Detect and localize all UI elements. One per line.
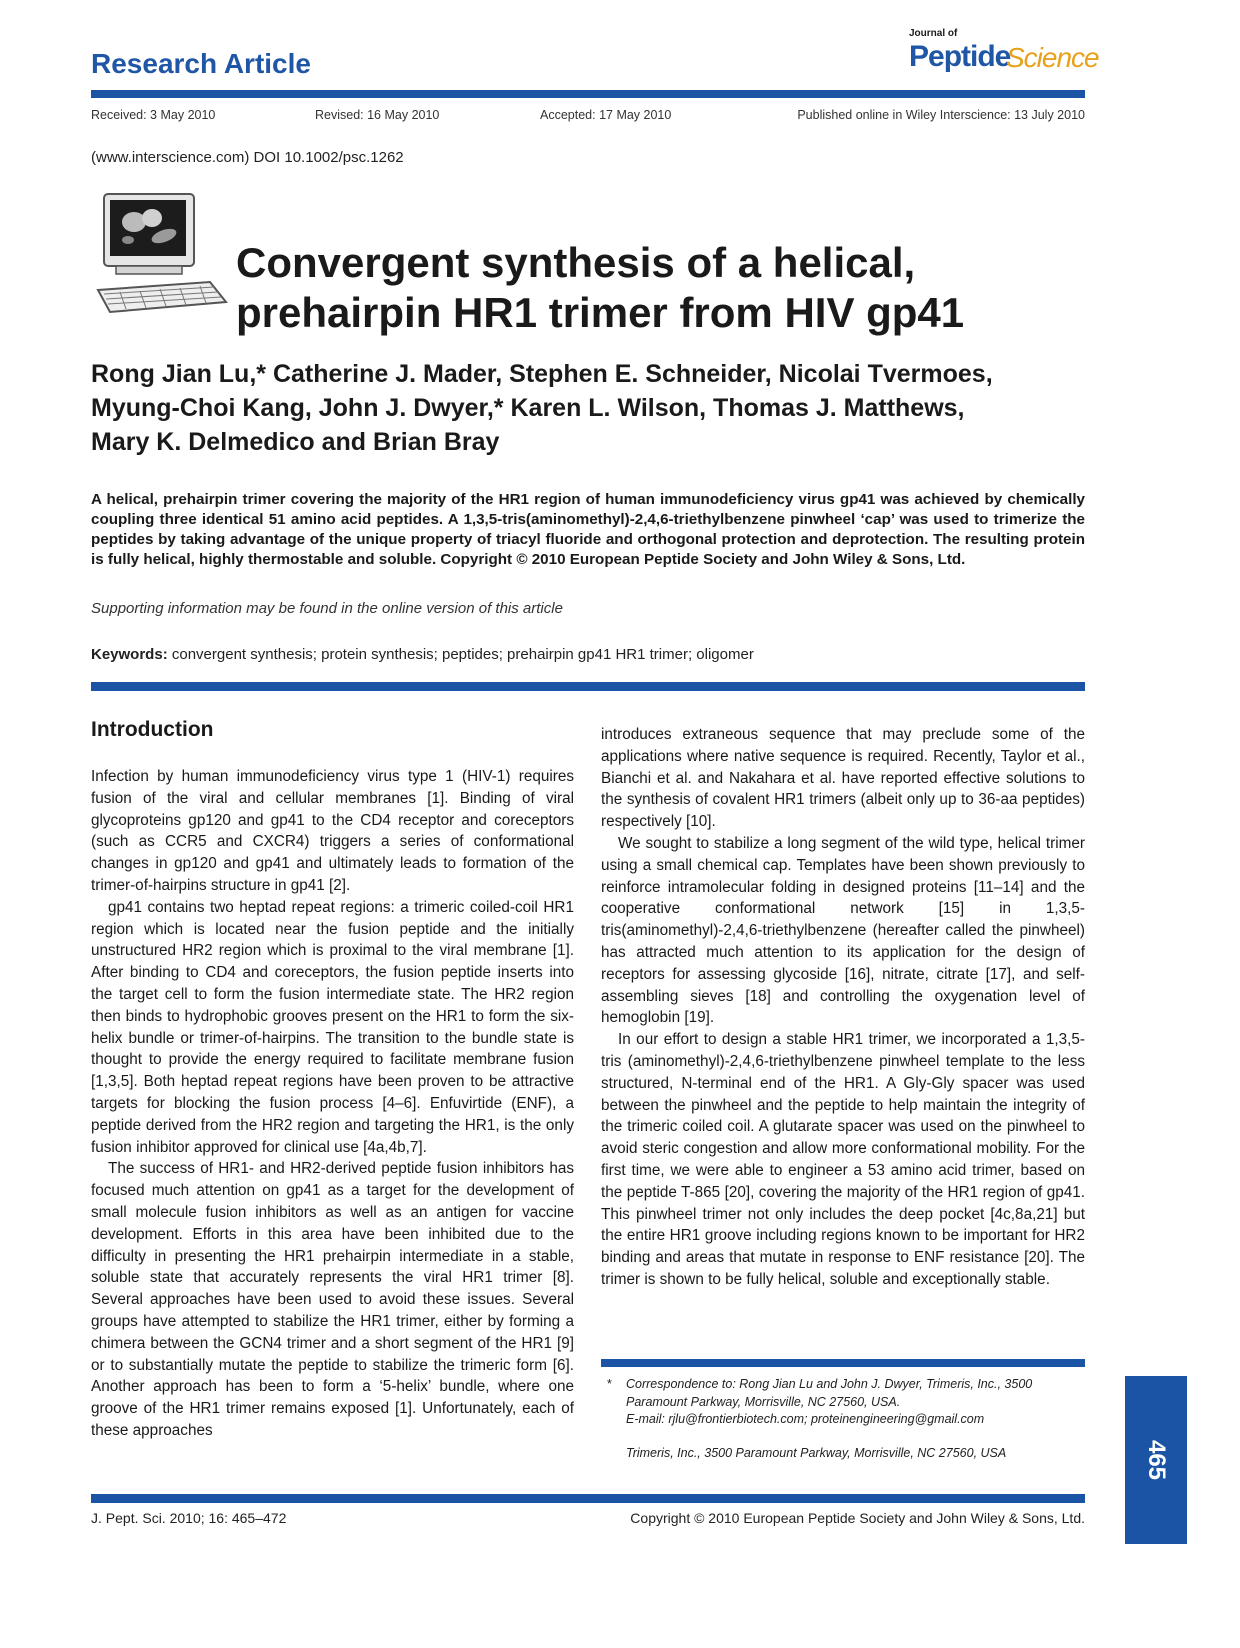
correspondence-rule bbox=[601, 1359, 1085, 1367]
supporting-info-note: Supporting information may be found in the online version of this article bbox=[91, 600, 563, 617]
header-rule bbox=[91, 90, 1085, 98]
correspondence-text: Correspondence to: Rong Jian Lu and John J. Dwyer, Trimeris, Inc., 3500 Paramount Parkway, Morrisville, NC 27560, USA. bbox=[626, 1377, 1033, 1409]
author-line1: Rong Jian Lu,* Catherine J. Mader, Stephen E. Schneider, Nicolai Tvermoes, bbox=[91, 360, 993, 388]
paragraph: In our effort to design a stable HR1 trimer, we incorporated a 1,3,5-tris (aminomethyl)-2,4,6-triethylbenzene pinwheel template to the less structured, N-terminal end of the HR1. A Gly-Gly spacer was used between the pinwheel and the peptide to help maintain the integrity of the trimeric coiled coil. A glutarate spacer was used on the pinwheel to avoid steric congestion and allow more conformational mobility. For the first time, we were able to engineer a 53 amino acid trimer, based on the peptide T-865 [20], covering the majority of the HR1 region of gp41. This pinwheel trimer not only includes the deep pocket [4c,8a,21] but the entire HR1 groove including regions known to be important for HR2 binding and areas that mutate in response to ENF resistance [20]. The trimer is shown to be fully helical, soluble and exceptionally stable. bbox=[601, 1031, 1085, 1288]
article-type-heading: Research Article bbox=[91, 48, 311, 79]
body-column-right bbox=[601, 724, 1085, 1291]
page-number: 465 bbox=[1143, 1439, 1170, 1481]
journal-logo-prefix: Journal of bbox=[909, 28, 958, 39]
journal-logo-word1: Peptide bbox=[909, 40, 1011, 73]
keywords bbox=[91, 646, 754, 663]
footer-citation: J. Pept. Sci. 2010; 16: 465–472 bbox=[91, 1510, 287, 1526]
abstract: A helical, prehairpin trimer covering the majority of the HR1 region of human immunodeficiency virus gp41 was achieved by chemically coupling three identical 51 amino acid peptides. A 1,3,5-tris(aminomethyl)-2,4,6-triethylbenzene pinwheel ‘cap’ was used to trimerize the peptides by taking advantage of the unique property of triacyl fluoride and orthogonal protection and deprotection. The resulting protein is fully helical, highly thermostable and soluble. Copyright © 2010 European Peptide Society and John Wiley & Sons, Ltd. bbox=[91, 491, 1085, 568]
body-column-left bbox=[91, 766, 574, 1442]
correspondence-affiliation: Trimeris, Inc., 3500 Paramount Parkway, Morrisville, NC 27560, USA bbox=[626, 1445, 1007, 1460]
article-title bbox=[236, 238, 1076, 338]
correspondence-email: E-mail: rjlu@frontierbiotech.com; proteinengineering@gmail.com bbox=[626, 1412, 985, 1426]
paragraph: gp41 contains two heptad repeat regions: a trimeric coiled-coil HR1 region which is located near the fusion peptide and the initially unstructured HR2 region which is proximal to the viral membrane [1]. After binding to CD4 and coreceptors, the fusion peptide inserts into the target cell to form the fusion intermediate state. The HR2 region then binds to hydrophobic grooves present on the HR1 to form the six-helix bundle or trimer-of-hairpins. The transition to the bundle state is thought to provide the energy required to facilitate membrane fusion [1,3,5]. Both heptad repeat regions have been proven to be attractive targets for blocking the fusion process [4–6]. Enfuvirtide (ENF), a peptide derived from the HR2 region and targeting the HR1, is the only fusion inhibitor approved for clinical use [4a,4b,7]. bbox=[91, 898, 574, 1156]
correspondence-marker: * bbox=[607, 1377, 612, 1391]
page-number-tab bbox=[1125, 1376, 1187, 1544]
accepted-date: Accepted: 17 May 2010 bbox=[540, 108, 672, 122]
section-heading-introduction: Introduction bbox=[91, 718, 214, 741]
author-list bbox=[91, 357, 1091, 459]
paragraph: Infection by human immunodeficiency virus type 1 (HIV-1) requires fusion of the viral and cellular membranes [1]. Binding of viral glycoproteins gp120 and gp41 to the CD4 receptor and coreceptors (such as CCR5 and CXCR4) triggers a series of conformational changes in gp120 and gp41 and ultimately leads to formation of the trimer-of-hairpins structure in gp41 [2]. bbox=[91, 768, 574, 894]
footer-rule bbox=[91, 1494, 1085, 1503]
keywords-text: convergent synthesis; protein synthesis; peptides; prehairpin gp41 HR1 trimer; oligomer bbox=[171, 646, 754, 663]
journal-logo-word2: Science bbox=[1006, 42, 1099, 73]
keywords-label: Keywords: bbox=[91, 646, 168, 663]
author-line3: Mary K. Delmedico and Brian Bray bbox=[91, 428, 500, 456]
footer-copyright: Copyright © 2010 European Peptide Society and John Wiley & Sons, Ltd. bbox=[630, 1510, 1085, 1526]
author-line2: Myung-Choi Kang, John J. Dwyer,* Karen L. Wilson, Thomas J. Matthews, bbox=[91, 394, 965, 422]
paragraph: introduces extraneous sequence that may preclude some of the applications where native sequence is required. Recently, Taylor et al., Bianchi et al. and Nakahara et al. have reported effective solutions to the synthesis of covalent HR1 trimers (albeit only up to 36-aa peptides) respectively [10]. bbox=[601, 726, 1085, 831]
revised-date: Revised: 16 May 2010 bbox=[315, 108, 440, 122]
abstract-rule bbox=[91, 682, 1085, 691]
received-date: Received: 3 May 2010 bbox=[91, 108, 216, 122]
paragraph: The success of HR1- and HR2-derived peptide fusion inhibitors has focused much attention on gp41 as a target for the development of small molecule fusion inhibitors as well as an antigen for vaccine development. Efforts in this area have been inhibited due to the difficulty in presenting the HR1 prehairpin intermediate in a stable, soluble state that accurately represents the viral HR1 trimer [8]. Several approaches have been used to avoid these issues. Several groups have attempted to stabilize the HR1 trimer, either by forming a chimera between the GCN4 trimer and a short segment of the HR1 [9] or to substantially mutate the peptide to stabilize the trimeric form [6]. Another approach has been to form a ‘5-helix’ bundle, where one groove of the HR1 trimer remains exposed [1]. Unfortunately, each of these approaches bbox=[91, 1160, 574, 1439]
computer-monitor-keyboard-icon bbox=[90, 192, 232, 320]
article-title-line2: prehairpin HR1 trimer from HIV gp41 bbox=[236, 289, 965, 336]
journal-logo bbox=[909, 28, 1099, 80]
correspondence-block bbox=[601, 1376, 1085, 1462]
published-date: Published online in Wiley Interscience: 13 July 2010 bbox=[797, 108, 1085, 122]
doi-line: (www.interscience.com) DOI 10.1002/psc.1262 bbox=[91, 149, 404, 166]
paragraph: We sought to stabilize a long segment of the wild type, helical trimer using a small chemical cap. Templates have been shown previously to reinforce intramolecular folding in designed proteins [11–14] and the cooperative conformational network [15] in 1,3,5-tris(aminomethyl)-2,4,6-triethylbenzene (hereafter called the pinwheel) has attracted much attention to its application for the design of receptors for assessing glycoside [16], nitrate, citrate [17], and self-assembling sieves [18] and controlling the oxygenation level of hemoglobin [19]. bbox=[601, 834, 1085, 1027]
article-title-line1: Convergent synthesis of a helical, bbox=[236, 239, 916, 286]
